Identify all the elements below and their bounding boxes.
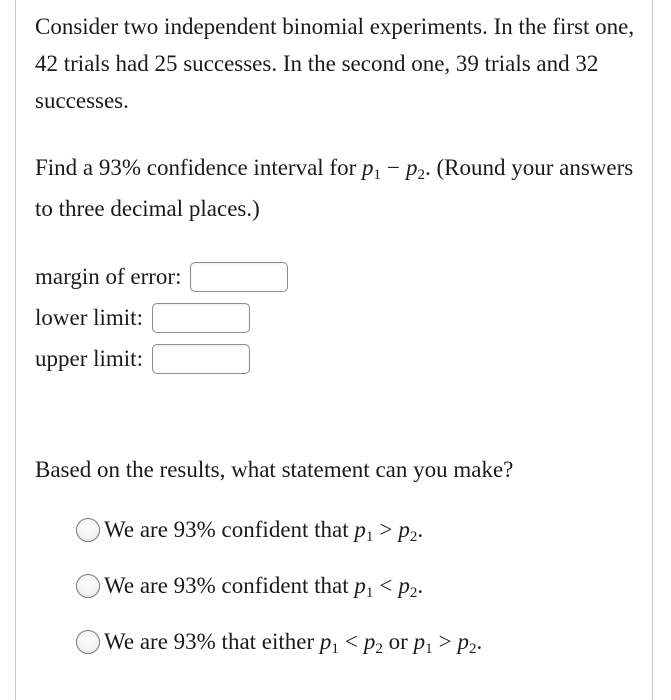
radio-button-1[interactable] xyxy=(76,518,100,542)
math-p1: p xyxy=(362,155,374,180)
statement-question xyxy=(35,451,645,488)
option-1-text xyxy=(104,517,423,543)
option-1-period: . xyxy=(417,517,424,542)
option-3-p2a: p xyxy=(363,629,376,654)
radio-button-2[interactable] xyxy=(76,574,100,598)
option-either[interactable] xyxy=(76,624,482,660)
option-2-sub2: 2 xyxy=(409,585,418,601)
problem-intro-text: Consider two independent binomial experiments. In the first one, 42 trials had 25 successes. In the second one, 39 trials and 32 successes. xyxy=(35,14,635,113)
upper-limit-row xyxy=(35,341,250,377)
task-prefix-text: Find a 93% confidence interval for xyxy=(35,155,357,180)
margin-of-error-row xyxy=(35,259,288,295)
radio-button-3[interactable] xyxy=(76,630,100,654)
option-2-prefix: We are 93% confident that xyxy=(104,573,349,598)
option-2-text xyxy=(104,573,423,599)
option-2-p1: p xyxy=(354,573,366,598)
option-1-p2: p xyxy=(398,517,410,542)
option-3-period: . xyxy=(476,629,483,654)
option-1-sub1: 1 xyxy=(365,529,374,545)
option-3-text xyxy=(104,629,482,655)
option-3-greater: > xyxy=(438,629,452,654)
option-3-sub2a: 2 xyxy=(375,641,383,657)
option-3-sub1a: 1 xyxy=(331,641,339,657)
option-3-less: < xyxy=(344,629,358,654)
lower-limit-label: lower limit: xyxy=(35,305,143,330)
lower-limit-input[interactable] xyxy=(152,303,250,333)
margin-of-error-input[interactable] xyxy=(190,262,288,292)
option-2-less: < xyxy=(379,573,393,598)
option-3-sub1b: 1 xyxy=(425,641,433,657)
task-suffix-text: . (Round your answers to three decimal places.) xyxy=(35,155,634,221)
option-1-greater: > xyxy=(379,517,393,542)
problem-intro xyxy=(35,8,645,119)
upper-limit-input[interactable] xyxy=(152,344,250,374)
option-2-period: . xyxy=(417,573,424,598)
option-2-sub1: 1 xyxy=(365,585,374,601)
option-p1-less-p2[interactable] xyxy=(76,568,423,604)
math-sub2: 2 xyxy=(417,167,425,183)
math-sub1: 1 xyxy=(373,167,381,183)
option-1-p1: p xyxy=(354,517,366,542)
option-3-p2b: p xyxy=(457,629,470,654)
option-3-or: or xyxy=(388,629,408,654)
option-3-p1a: p xyxy=(319,629,332,654)
option-3-prefix: We are 93% that either xyxy=(104,629,315,654)
math-p2: p xyxy=(405,155,418,180)
option-1-sub2: 2 xyxy=(409,529,418,545)
lower-limit-row xyxy=(35,300,250,336)
option-p1-greater-p2[interactable] xyxy=(76,512,423,548)
math-minus: − xyxy=(387,155,400,180)
option-2-p2: p xyxy=(398,573,410,598)
upper-limit-label: upper limit: xyxy=(35,346,143,371)
option-3-p1b: p xyxy=(413,629,426,654)
problem-task xyxy=(35,149,645,227)
option-1-prefix: We are 93% confident that xyxy=(104,517,349,542)
statement-question-text: Based on the results, what statement can you make? xyxy=(35,457,514,482)
margin-of-error-label: margin of error: xyxy=(35,264,182,289)
option-3-sub2b: 2 xyxy=(469,641,477,657)
